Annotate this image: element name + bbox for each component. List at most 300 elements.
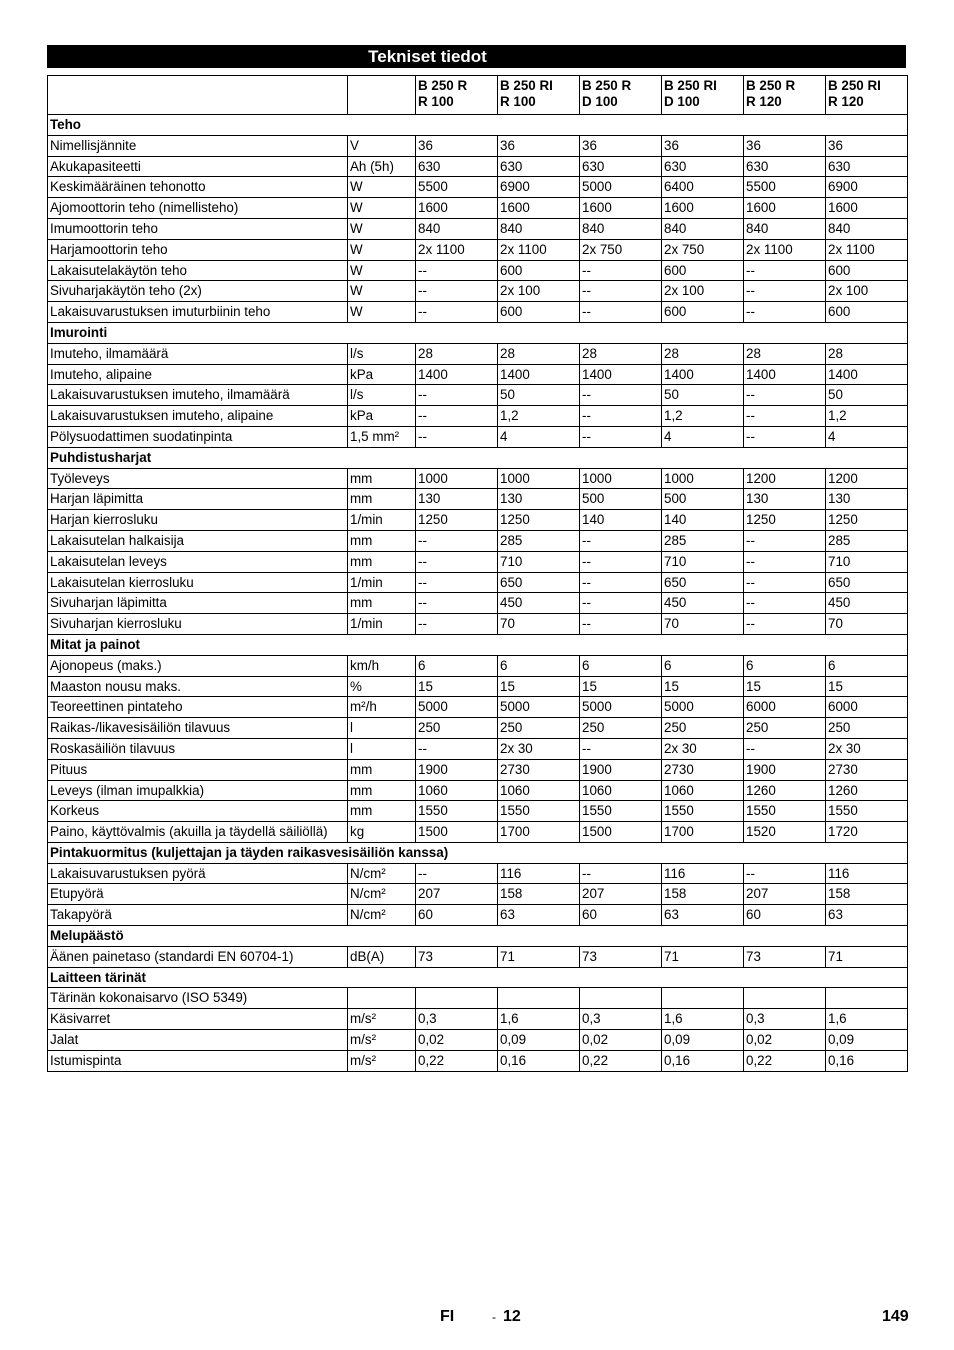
- row-value: 36: [662, 135, 744, 156]
- table-row: [48, 302, 908, 323]
- row-value: 600: [662, 302, 744, 323]
- row-value: 840: [580, 218, 662, 239]
- row-value: --: [416, 614, 498, 635]
- row-value: 1000: [662, 468, 744, 489]
- row-unit: N/cm²: [348, 884, 416, 905]
- row-value: 1900: [580, 759, 662, 780]
- row-value: 1500: [580, 822, 662, 843]
- row-value: 650: [826, 572, 908, 593]
- row-value: 650: [498, 572, 580, 593]
- table-row: [48, 655, 908, 676]
- table-row: [48, 530, 908, 551]
- model-header: B 250 R R 120: [744, 76, 826, 115]
- row-value: 158: [662, 884, 744, 905]
- row-value: 1600: [498, 198, 580, 219]
- table-row: [48, 260, 908, 281]
- row-value: --: [416, 281, 498, 302]
- row-value: 630: [826, 156, 908, 177]
- row-value: 1060: [498, 780, 580, 801]
- row-value: 0,22: [416, 1050, 498, 1071]
- section-row: [48, 115, 908, 136]
- table-row: [48, 572, 908, 593]
- row-value: 0,3: [744, 1009, 826, 1030]
- row-value: 1600: [416, 198, 498, 219]
- row-value: 1400: [416, 364, 498, 385]
- row-value: 1550: [580, 801, 662, 822]
- row-value: 2x 1100: [498, 239, 580, 260]
- row-value: --: [580, 302, 662, 323]
- section-heading: Laitteen tärinät: [48, 967, 908, 988]
- row-value: 650: [662, 572, 744, 593]
- row-value: 36: [416, 135, 498, 156]
- row-unit: 1,5 mm²: [348, 426, 416, 447]
- row-value: 6000: [744, 697, 826, 718]
- row-label: Imuteho, ilmamäärä: [48, 343, 348, 364]
- row-unit: W: [348, 239, 416, 260]
- row-value: 5000: [662, 697, 744, 718]
- row-value: 1260: [826, 780, 908, 801]
- row-label: Imuteho, alipaine: [48, 364, 348, 385]
- row-value: 1720: [826, 822, 908, 843]
- row-value: 1000: [580, 468, 662, 489]
- row-unit: l/s: [348, 343, 416, 364]
- row-value: 1060: [662, 780, 744, 801]
- table-row: [48, 884, 908, 905]
- table-row: [48, 863, 908, 884]
- row-unit: mm: [348, 759, 416, 780]
- row-value: 2x 750: [580, 239, 662, 260]
- row-label: Sivuharjakäytön teho (2x): [48, 281, 348, 302]
- row-unit: mm: [348, 489, 416, 510]
- section-heading: Pintakuormitus (kuljettajan ja täyden raikasvesisäiliön kanssa): [48, 842, 908, 863]
- row-value: 73: [744, 946, 826, 967]
- row-label: Akukapasiteetti: [48, 156, 348, 177]
- row-value: --: [744, 593, 826, 614]
- row-value: 6900: [826, 177, 908, 198]
- row-value: 4: [498, 426, 580, 447]
- row-value: 6: [416, 655, 498, 676]
- row-label: Keskimääräinen tehonotto: [48, 177, 348, 198]
- row-label: Lakaisutelan halkaisija: [48, 530, 348, 551]
- row-value: 6: [662, 655, 744, 676]
- row-value: 0,09: [826, 1030, 908, 1051]
- row-unit: W: [348, 260, 416, 281]
- table-row: [48, 239, 908, 260]
- row-label: Sivuharjan kierrosluku: [48, 614, 348, 635]
- row-unit: 1/min: [348, 572, 416, 593]
- row-value: 60: [580, 905, 662, 926]
- row-value: --: [416, 406, 498, 427]
- row-value: 2x 30: [662, 738, 744, 759]
- row-value: 2x 30: [498, 738, 580, 759]
- row-unit: W: [348, 218, 416, 239]
- row-unit: 1/min: [348, 614, 416, 635]
- row-value: 207: [416, 884, 498, 905]
- row-value: 1200: [744, 468, 826, 489]
- row-label: Roskasäiliön tilavuus: [48, 738, 348, 759]
- table-row: [48, 718, 908, 739]
- row-value: 158: [498, 884, 580, 905]
- table-row: [48, 489, 908, 510]
- row-value: 0,02: [580, 1030, 662, 1051]
- row-unit: dB(A): [348, 946, 416, 967]
- row-value: 1250: [744, 510, 826, 531]
- row-value: 450: [662, 593, 744, 614]
- row-value: 5000: [580, 177, 662, 198]
- row-value: 630: [662, 156, 744, 177]
- row-value: 2730: [826, 759, 908, 780]
- row-label: Työleveys: [48, 468, 348, 489]
- row-unit: mm: [348, 551, 416, 572]
- row-value: --: [744, 530, 826, 551]
- row-label: Jalat: [48, 1030, 348, 1051]
- row-unit: m²/h: [348, 697, 416, 718]
- spec-table: [47, 75, 908, 1072]
- row-value: 285: [826, 530, 908, 551]
- row-value: 2x 30: [826, 738, 908, 759]
- row-unit: m/s²: [348, 1009, 416, 1030]
- row-value: 1600: [826, 198, 908, 219]
- row-value: 70: [498, 614, 580, 635]
- row-value: --: [416, 530, 498, 551]
- row-value: --: [744, 614, 826, 635]
- row-value: 207: [744, 884, 826, 905]
- row-label: Istumispinta: [48, 1050, 348, 1071]
- row-value: 28: [744, 343, 826, 364]
- section-row: [48, 322, 908, 343]
- row-unit: W: [348, 177, 416, 198]
- table-row: [48, 614, 908, 635]
- row-value: 140: [580, 510, 662, 531]
- row-unit: kg: [348, 822, 416, 843]
- row-label: Lakaisuvarustuksen imuturbiinin teho: [48, 302, 348, 323]
- row-value: --: [744, 302, 826, 323]
- row-label: Raikas-/likavesisäiliön tilavuus: [48, 718, 348, 739]
- table-row: [48, 135, 908, 156]
- row-value: 36: [744, 135, 826, 156]
- table-row: [48, 593, 908, 614]
- row-label: Imumoottorin teho: [48, 218, 348, 239]
- row-value: 1600: [744, 198, 826, 219]
- row-value: [580, 988, 662, 1009]
- row-value: 28: [826, 343, 908, 364]
- table-row: [48, 697, 908, 718]
- row-unit: l/s: [348, 385, 416, 406]
- row-label: Teoreettinen pintateho: [48, 697, 348, 718]
- row-unit: mm: [348, 530, 416, 551]
- table-row: [48, 385, 908, 406]
- row-value: 630: [580, 156, 662, 177]
- row-value: 630: [498, 156, 580, 177]
- row-value: 6400: [662, 177, 744, 198]
- table-row: [48, 822, 908, 843]
- row-value: 63: [662, 905, 744, 926]
- row-label: Ajomoottorin teho (nimellisteho): [48, 198, 348, 219]
- row-value: 0,3: [416, 1009, 498, 1030]
- row-value: 1,2: [826, 406, 908, 427]
- row-value: 840: [744, 218, 826, 239]
- header-blank-unit: [348, 76, 416, 115]
- row-value: 15: [744, 676, 826, 697]
- row-value: --: [580, 593, 662, 614]
- row-value: [498, 988, 580, 1009]
- row-unit: W: [348, 302, 416, 323]
- section-row: [48, 842, 908, 863]
- row-value: 0,02: [744, 1030, 826, 1051]
- row-value: --: [744, 406, 826, 427]
- row-value: 63: [498, 905, 580, 926]
- section-heading: Puhdistusharjat: [48, 447, 908, 468]
- row-value: 70: [826, 614, 908, 635]
- row-value: 600: [498, 302, 580, 323]
- footer-section-page: 12: [503, 1308, 521, 1325]
- table-row: [48, 364, 908, 385]
- footer-separator: -: [492, 1310, 496, 1324]
- row-value: 130: [744, 489, 826, 510]
- row-unit: mm: [348, 468, 416, 489]
- row-value: 1250: [498, 510, 580, 531]
- row-label: Harjan läpimitta: [48, 489, 348, 510]
- row-value: 285: [498, 530, 580, 551]
- row-value: 50: [826, 385, 908, 406]
- row-value: 28: [498, 343, 580, 364]
- row-value: 250: [416, 718, 498, 739]
- row-label: Takapyörä: [48, 905, 348, 926]
- row-value: [416, 988, 498, 1009]
- section-row: [48, 926, 908, 947]
- row-value: 1060: [580, 780, 662, 801]
- row-label: Pölysuodattimen suodatinpinta: [48, 426, 348, 447]
- row-value: --: [416, 551, 498, 572]
- row-unit: N/cm²: [348, 863, 416, 884]
- row-value: 1,6: [498, 1009, 580, 1030]
- footer-page-number: 149: [882, 1308, 909, 1325]
- row-value: 2730: [662, 759, 744, 780]
- row-value: 6: [580, 655, 662, 676]
- row-value: 2x 1100: [416, 239, 498, 260]
- table-row: [48, 281, 908, 302]
- row-value: 1,6: [662, 1009, 744, 1030]
- table-row: [48, 426, 908, 447]
- row-value: 5500: [416, 177, 498, 198]
- table-row: [48, 156, 908, 177]
- row-value: 250: [498, 718, 580, 739]
- row-value: 70: [662, 614, 744, 635]
- row-label: Lakaisutelan leveys: [48, 551, 348, 572]
- row-label: Käsivarret: [48, 1009, 348, 1030]
- row-value: 710: [826, 551, 908, 572]
- row-label: Lakaisuvarustuksen imuteho, ilmamäärä: [48, 385, 348, 406]
- row-value: 60: [416, 905, 498, 926]
- row-value: 1060: [416, 780, 498, 801]
- row-value: --: [744, 426, 826, 447]
- row-value: 28: [416, 343, 498, 364]
- row-value: --: [580, 406, 662, 427]
- row-value: 60: [744, 905, 826, 926]
- row-value: 1000: [416, 468, 498, 489]
- row-value: 50: [662, 385, 744, 406]
- footer-language: FI: [440, 1308, 455, 1325]
- row-value: 250: [744, 718, 826, 739]
- row-value: 1550: [416, 801, 498, 822]
- row-value: 36: [580, 135, 662, 156]
- row-value: 250: [826, 718, 908, 739]
- table-row: [48, 905, 908, 926]
- row-value: 0,22: [580, 1050, 662, 1071]
- row-value: 1500: [416, 822, 498, 843]
- row-value: 1400: [744, 364, 826, 385]
- table-row: [48, 1050, 908, 1071]
- row-value: 1550: [498, 801, 580, 822]
- row-value: 1550: [826, 801, 908, 822]
- section-title: Tekniset tiedot: [368, 47, 487, 66]
- row-value: 1520: [744, 822, 826, 843]
- row-value: 600: [662, 260, 744, 281]
- row-value: 1400: [662, 364, 744, 385]
- row-value: --: [416, 426, 498, 447]
- row-label: Lakaisutelakäytön teho: [48, 260, 348, 281]
- table-row: [48, 988, 908, 1009]
- model-header: B 250 RI R 120: [826, 76, 908, 115]
- row-unit: m/s²: [348, 1030, 416, 1051]
- row-value: --: [744, 551, 826, 572]
- table-row: [48, 738, 908, 759]
- row-value: 4: [662, 426, 744, 447]
- table-row: [48, 510, 908, 531]
- row-value: 840: [662, 218, 744, 239]
- row-value: 15: [416, 676, 498, 697]
- row-unit: V: [348, 135, 416, 156]
- row-value: 1900: [744, 759, 826, 780]
- row-label: Etupyörä: [48, 884, 348, 905]
- table-row: [48, 676, 908, 697]
- row-value: 600: [498, 260, 580, 281]
- row-value: --: [416, 302, 498, 323]
- row-label: Harjamoottorin teho: [48, 239, 348, 260]
- table-row: [48, 759, 908, 780]
- row-value: 130: [498, 489, 580, 510]
- row-value: 71: [662, 946, 744, 967]
- row-value: --: [744, 260, 826, 281]
- table-row: [48, 801, 908, 822]
- table-row: [48, 198, 908, 219]
- row-label: Nimellisjännite: [48, 135, 348, 156]
- row-value: 1000: [498, 468, 580, 489]
- header-blank-label: [48, 76, 348, 115]
- row-value: 0,16: [662, 1050, 744, 1071]
- row-unit: mm: [348, 801, 416, 822]
- row-value: --: [580, 738, 662, 759]
- row-value: 130: [416, 489, 498, 510]
- row-value: --: [580, 260, 662, 281]
- row-label: Lakaisutelan kierrosluku: [48, 572, 348, 593]
- row-unit: l: [348, 718, 416, 739]
- row-value: 6: [826, 655, 908, 676]
- table-row: [48, 1009, 908, 1030]
- row-value: 1250: [826, 510, 908, 531]
- row-label: Pituus: [48, 759, 348, 780]
- row-value: 158: [826, 884, 908, 905]
- row-label: Leveys (ilman imupalkkia): [48, 780, 348, 801]
- section-heading: Imurointi: [48, 322, 908, 343]
- model-header: B 250 RI D 100: [662, 76, 744, 115]
- row-value: --: [580, 551, 662, 572]
- row-value: 1550: [744, 801, 826, 822]
- section-row: [48, 634, 908, 655]
- row-value: 73: [416, 946, 498, 967]
- row-value: 285: [662, 530, 744, 551]
- row-value: 5000: [416, 697, 498, 718]
- row-value: 50: [498, 385, 580, 406]
- row-label: Harjan kierrosluku: [48, 510, 348, 531]
- row-value: 1260: [744, 780, 826, 801]
- row-value: 15: [662, 676, 744, 697]
- row-value: 250: [662, 718, 744, 739]
- row-value: --: [744, 572, 826, 593]
- model-header: B 250 R D 100: [580, 76, 662, 115]
- row-unit: W: [348, 281, 416, 302]
- section-heading: Melupäästö: [48, 926, 908, 947]
- row-value: --: [580, 614, 662, 635]
- row-label: Sivuharjan läpimitta: [48, 593, 348, 614]
- section-heading: Teho: [48, 115, 908, 136]
- row-value: --: [580, 281, 662, 302]
- row-value: 15: [826, 676, 908, 697]
- row-value: 116: [826, 863, 908, 884]
- row-unit: l: [348, 738, 416, 759]
- table-row: [48, 551, 908, 572]
- row-unit: mm: [348, 780, 416, 801]
- row-label: Lakaisuvarustuksen imuteho, alipaine: [48, 406, 348, 427]
- row-value: 2730: [498, 759, 580, 780]
- row-value: --: [580, 530, 662, 551]
- row-value: 5500: [744, 177, 826, 198]
- row-value: 600: [826, 302, 908, 323]
- row-value: 63: [826, 905, 908, 926]
- model-header: B 250 R R 100: [416, 76, 498, 115]
- row-unit: W: [348, 198, 416, 219]
- row-value: 840: [826, 218, 908, 239]
- row-value: 6: [744, 655, 826, 676]
- row-label: Äänen painetaso (standardi EN 60704-1): [48, 946, 348, 967]
- row-value: 2x 100: [662, 281, 744, 302]
- section-row: [48, 447, 908, 468]
- table-row: [48, 177, 908, 198]
- row-value: --: [416, 385, 498, 406]
- row-value: --: [744, 863, 826, 884]
- row-value: 1200: [826, 468, 908, 489]
- row-value: 130: [826, 489, 908, 510]
- row-label: Lakaisuvarustuksen pyörä: [48, 863, 348, 884]
- section-heading: Mitat ja painot: [48, 634, 908, 655]
- row-value: 6: [498, 655, 580, 676]
- table-row: [48, 468, 908, 489]
- row-value: 36: [498, 135, 580, 156]
- row-value: 5000: [580, 697, 662, 718]
- row-value: 0,16: [498, 1050, 580, 1071]
- row-value: --: [580, 385, 662, 406]
- row-value: --: [416, 260, 498, 281]
- row-value: 840: [416, 218, 498, 239]
- row-unit: N/cm²: [348, 905, 416, 926]
- row-value: 1700: [498, 822, 580, 843]
- row-value: 500: [580, 489, 662, 510]
- row-value: 840: [498, 218, 580, 239]
- row-value: 710: [662, 551, 744, 572]
- row-label: Paino, käyttövalmis (akuilla ja täydellä säiliöllä): [48, 822, 348, 843]
- row-value: 2x 100: [826, 281, 908, 302]
- row-label: Maaston nousu maks.: [48, 676, 348, 697]
